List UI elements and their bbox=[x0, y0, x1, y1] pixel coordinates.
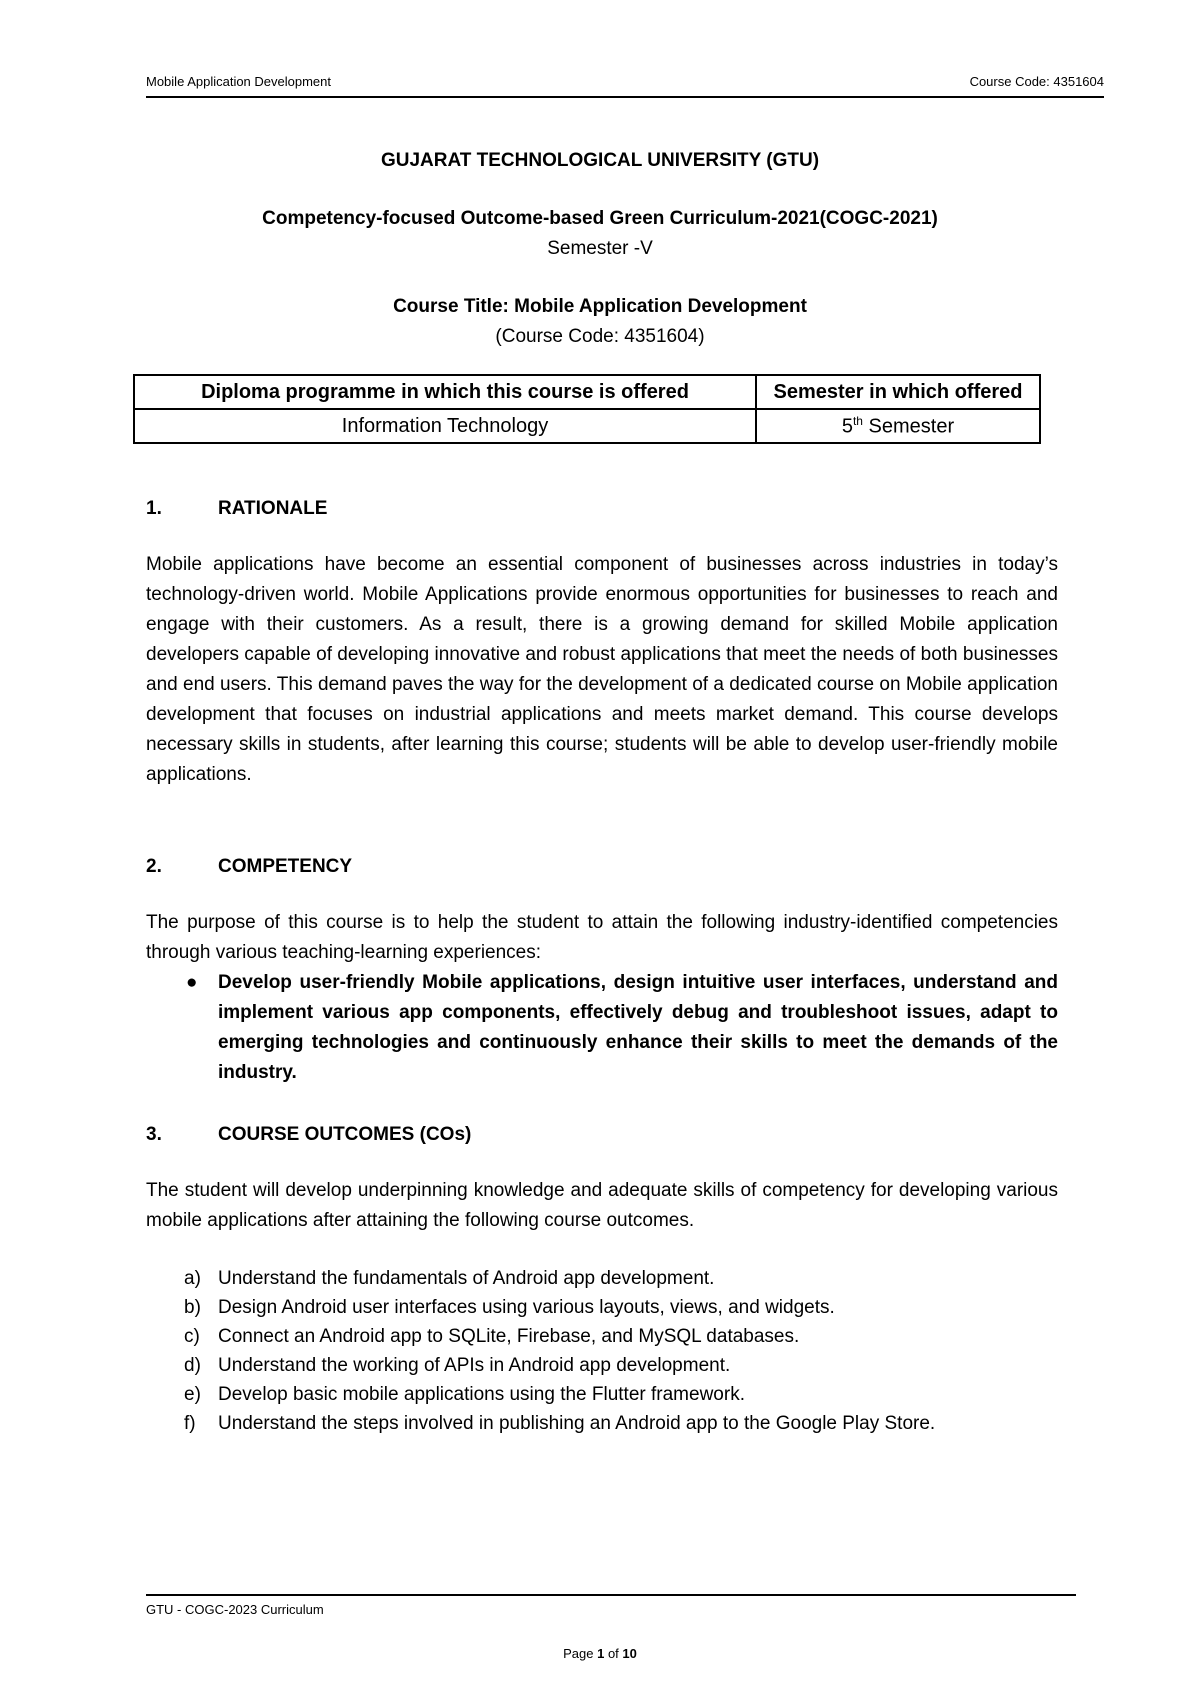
competency-statement: Develop user-friendly Mobile applications, design intuitive user interfaces, understand and implement various app components, effectively debug and troubleshoot issues, adapt to emerging technologies and continuously enhance their skills to meet the demands of the industry. bbox=[218, 972, 1058, 1083]
page-of: of bbox=[604, 1646, 623, 1661]
semester-header: Semester in which offered bbox=[756, 375, 1040, 409]
rationale-paragraph: Mobile applications have become an essential component of businesses across industries in today’s technology-driven world. Mobile Applications provide enormous opportunities for businesses to reach and engage with their customers. As a result, there is a growing demand for skilled Mobile application developers capable of developing innovative and robust applications that meet the needs of both businesses and end users. This demand paves the way for the development of a dedicated course on Mobile application development that focuses on industrial applications and meets market demand. This course develops necessary skills in students, after learning this course; students will be able to develop user-friendly mobile applications. bbox=[146, 554, 1058, 785]
list-marker: d) bbox=[184, 1355, 201, 1376]
outcome-text: Design Android user interfaces using various layouts, views, and widgets. bbox=[218, 1297, 835, 1318]
list-marker: a) bbox=[184, 1268, 201, 1289]
programme-header: Diploma programme in which this course is offered bbox=[134, 375, 756, 409]
curriculum-title: Competency-focused Outcome-based Green Curriculum-2021(COGC-2021) bbox=[262, 208, 938, 229]
table-row bbox=[134, 409, 1040, 443]
section-title-outcomes: COURSE OUTCOMES (COs) bbox=[218, 1124, 472, 1145]
semester-label: Semester -V bbox=[547, 238, 653, 259]
outcome-text: Understand the working of APIs in Android app development. bbox=[218, 1355, 731, 1376]
competency-bullet bbox=[146, 968, 1058, 1088]
outcome-text: Understand the steps involved in publishing an Android app to the Google Play Store. bbox=[218, 1413, 936, 1434]
list-marker: e) bbox=[184, 1384, 201, 1405]
list-marker: f) bbox=[184, 1413, 196, 1434]
header-rule bbox=[146, 96, 1104, 98]
semester-cell bbox=[756, 409, 1040, 443]
footer-curriculum: GTU - COGC-2023 Curriculum bbox=[146, 1602, 324, 1617]
semester-word: Semester bbox=[862, 415, 955, 438]
list-item bbox=[146, 1322, 1106, 1351]
page-number bbox=[0, 1646, 1200, 1661]
university-title: GUJARAT TECHNOLOGICAL UNIVERSITY (GTU) bbox=[380, 150, 820, 171]
table-header-row bbox=[134, 375, 1040, 409]
offering-table bbox=[133, 374, 1041, 444]
section-number-rationale: 1. bbox=[146, 498, 162, 519]
outcome-text: Develop basic mobile applications using the Flutter framework. bbox=[218, 1384, 745, 1405]
list-item bbox=[146, 1264, 1106, 1293]
outcome-text: Understand the fundamentals of Android app development. bbox=[218, 1268, 715, 1289]
list-marker: b) bbox=[184, 1297, 201, 1318]
outcome-text: Connect an Android app to SQLite, Firebase, and MySQL databases. bbox=[218, 1326, 800, 1347]
section-number-outcomes: 3. bbox=[146, 1124, 162, 1145]
list-item bbox=[146, 1351, 1106, 1380]
footer-rule bbox=[146, 1594, 1076, 1596]
course-title: Course Title: Mobile Application Development bbox=[393, 296, 807, 317]
total-pages: 10 bbox=[622, 1646, 637, 1661]
list-marker: c) bbox=[184, 1326, 200, 1347]
section-number-competency: 2. bbox=[146, 856, 162, 877]
section-title-competency: COMPETENCY bbox=[218, 856, 353, 877]
course-outcomes-list bbox=[146, 1264, 1106, 1438]
section-title-rationale: RATIONALE bbox=[218, 498, 328, 519]
running-header-code: Course Code: 4351604 bbox=[969, 74, 1104, 89]
programme-cell: Information Technology bbox=[134, 409, 756, 443]
current-page: 1 bbox=[597, 1646, 605, 1661]
course-code: (Course Code: 4351604) bbox=[495, 326, 705, 347]
semester-ordinal: th bbox=[852, 413, 863, 428]
running-header-title: Mobile Application Development bbox=[146, 74, 331, 89]
semester-number: 5 bbox=[841, 415, 853, 438]
competency-intro: The purpose of this course is to help the student to attain the following industry-identified competencies through various teaching-learning experiences: bbox=[146, 912, 1058, 963]
page-prefix: Page bbox=[563, 1646, 598, 1661]
list-item bbox=[146, 1293, 1106, 1322]
outcomes-intro: The student will develop underpinning knowledge and adequate skills of competency for developing various mobile applications after attaining the following course outcomes. bbox=[146, 1180, 1058, 1231]
bullet-icon: ● bbox=[186, 972, 198, 993]
list-item bbox=[146, 1380, 1106, 1409]
list-item bbox=[146, 1409, 1106, 1438]
